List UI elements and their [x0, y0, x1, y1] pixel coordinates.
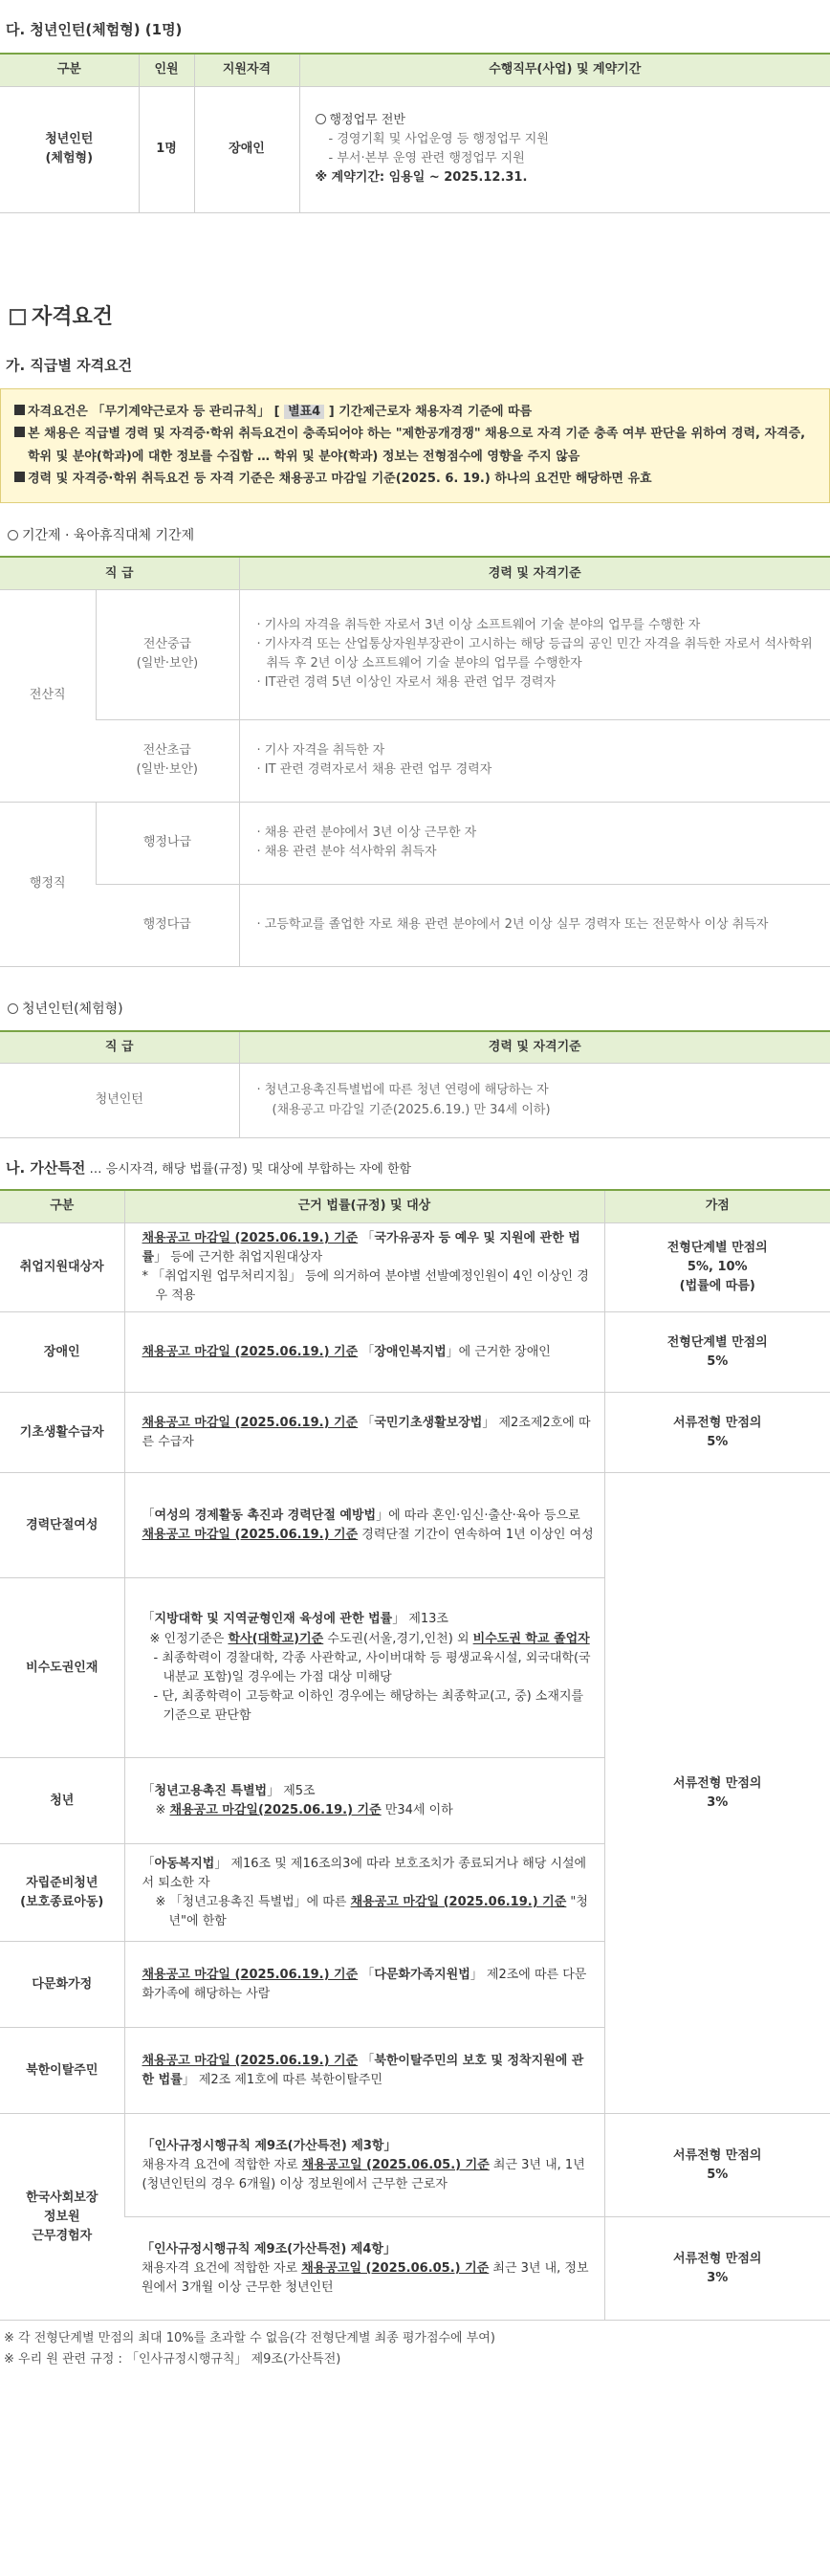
- bonus-category: 한국사회보장 정보원 근무경험자: [0, 2114, 124, 2321]
- bonus-category: 경력단절여성: [0, 1473, 124, 1578]
- bonus-category: 청년: [0, 1758, 124, 1844]
- intern-type: 청년인턴 (체험형): [0, 86, 139, 212]
- intern-table-label: 청년인턴(체험형): [8, 1000, 830, 1021]
- group-name: 전산직: [0, 589, 96, 802]
- bonus-basis: 채용공고 마감일 (2025.06.19.) 기준 「국민기초생활보장법」 제2조제2호에 따른 수급자: [124, 1393, 604, 1473]
- bonus-basis: 「청년고용촉진 특별법」 제5조 ※ 채용공고 마감일(2025.06.19.) 기준 만34세 이하: [124, 1758, 604, 1844]
- grade-name: 행정나급: [96, 802, 239, 884]
- criteria-list: · 고등학교를 졸업한 자로 채용 관련 분야에서 2년 이상 실무 경력자 또는 전문학사 이상 취득자: [239, 884, 830, 966]
- bonus-row: [0, 2114, 830, 2217]
- bonus-category: 자립준비청년 (보호종료아동): [0, 1844, 124, 1942]
- col-basis: 근거 법률(규정) 및 대상: [124, 1190, 604, 1222]
- circle-bullet-icon: [316, 114, 326, 124]
- notice-line: 본 채용은 직급별 경력 및 자격증·학위 취득요건이 충족되어야 하는 "제한공개경쟁" 채용으로 자격 기준 충족 여부 판단을 위하여 경력, 자격증, 학위 및 분야(학과)에 대한 정보를 수집함 … 학위 및 분야(학과) 정보는 전형점수에 영향을 주지 않음: [14, 423, 816, 468]
- contract-table-label: 기간제 · 육아휴직대체 기간제: [8, 526, 830, 547]
- bonus-basis: 「인사규정시행규칙 제9조(가산특전) 제3항」 채용자격 요건에 적합한 자로 채용공고일 (2025.06.05.) 기준 최근 3년 내, 1년(청년인턴의 경우 6개월) 이상 정보원에서 근무한 근로자: [124, 2114, 604, 2217]
- col-type: 구분: [0, 54, 139, 86]
- bonus-row: [0, 2217, 830, 2321]
- bonus-category: 기초생활수급자: [0, 1393, 124, 1473]
- bonus-basis: 「인사규정시행규칙 제9조(가산특전) 제4항」 채용자격 요건에 적합한 자로 채용공고일 (2025.06.05.) 기준 최근 3년 내, 정보원에서 3개월 이상 근무한 청년인턴: [124, 2217, 604, 2321]
- bonus-points: 전형단계별 만점의 5%: [604, 1312, 830, 1393]
- bonus-row: [0, 1393, 830, 1473]
- bonus-basis: 채용공고 마감일 (2025.06.19.) 기준 「장애인복지법」에 근거한 장애인: [124, 1312, 604, 1393]
- contract-period: ※ 계약기간: 임용일 ~ 2025.12.31.: [315, 170, 528, 186]
- bonus-basis: 「지방대학 및 지역균형인재 육성에 관한 법률」 제13조 ※ 인정기준은 학사(대학교)기준 수도권(서울,경기,인천) 외 비수도권 학교 졸업자 - 최종학력이 경찰대학, 각종 사관학교, 사이버대학 등 평생교육시설, 외국대학(국내분교 포함)일 경우에는 가점 대상 미해당 - 단, 최종학력이 고등학교 이하인 경우에는 해당하는 최종학교(고, 중) 소재지를 기준으로 판단함: [124, 1578, 604, 1758]
- col-grade: 직 급: [0, 557, 239, 589]
- col-duty: 수행직무(사업) 및 계약기간: [299, 54, 830, 86]
- contract-qual-table: [0, 556, 830, 967]
- bonus-points: 전형단계별 만점의 5%, 10% (법률에 따름): [604, 1222, 830, 1312]
- intern-qual: 장애인: [194, 86, 299, 212]
- criteria-list: · 채용 관련 분야에서 3년 이상 근무한 자 · 채용 관련 분야 석사학위 취득자: [239, 802, 830, 884]
- notice-line: 경력 및 자격증·학위 취득요건 등 자격 기준은 채용공고 마감일 기준(2025. 6. 19.) 하나의 요건만 해당하면 유효: [14, 468, 816, 490]
- bonus-row: [0, 1312, 830, 1393]
- duty-item: - 경영기획 및 사업운영 등 행정업무 지원: [328, 132, 549, 147]
- intern-duty: [299, 86, 830, 212]
- grade-name: 전산중급 (일반·보안): [96, 589, 239, 719]
- intern-qual-table: [0, 1030, 830, 1139]
- bonus-row: [0, 1222, 830, 1312]
- grade-name: 행정다급: [96, 884, 239, 966]
- footnote: ※ 우리 원 관련 규정 : 「인사규정시행규칙」 제9조(가산특전): [4, 2352, 341, 2367]
- bonus-points: 서류전형 만점의 3%: [604, 2217, 830, 2321]
- bonus-basis: 채용공고 마감일 (2025.06.19.) 기준 「북한이탈주민의 보호 및 정착지원에 관한 법률」 제2조 제1호에 따른 북한이탈주민: [124, 2028, 604, 2114]
- duty-item: - 부서·본부 운영 관련 행정업무 지원: [328, 151, 525, 166]
- square-bullet-icon: [10, 309, 26, 325]
- circle-bullet-icon: [8, 530, 18, 540]
- grade-name: 청년인턴: [0, 1064, 239, 1138]
- criteria-list: · 청년고용촉진특별법에 따른 청년 연령에 해당하는 자 (채용공고 마감일 기준(2025.6.19.) 만 34세 이하): [239, 1064, 830, 1138]
- footnote: ※ 각 전형단계별 만점의 최대 10%를 초과할 수 없음(각 전형단계별 최종 평가점수에 부여): [4, 2331, 495, 2346]
- bonus-basis: 채용공고 마감일 (2025.06.19.) 기준 「국가유공자 등 예우 및 지원에 관한 법률」 등에 근거한 취업지원대상자 * 「취업지원 업무처리지침」 등에 의거하여 분야별 선발예정인원이 4인 이상인 경우 적용: [124, 1222, 604, 1312]
- col-grade: 직 급: [0, 1031, 239, 1064]
- qual-section-title: 자격요건: [10, 301, 830, 334]
- col-criteria: 경력 및 자격기준: [239, 557, 830, 589]
- criteria-list: · 기사의 자격을 취득한 자로서 3년 이상 소프트웨어 기술 분야의 업무를 수행한 자 · 기사자격 또는 산업통상자원부장관이 고시하는 해당 등급의 공인 민간 자격을 취득한 자로서 석사학위 취득 후 2년 이상 소프트웨어 기술 분야의 업무를 수행한자 · IT관련 경력 5년 이상인 자로서 채용 관련 업무 경력자: [239, 589, 830, 719]
- bonus-table: [0, 1189, 830, 2321]
- bonus-category: 비수도권인재: [0, 1578, 124, 1758]
- bonus-category: 다문화가정: [0, 1942, 124, 2028]
- bonus-points: 서류전형 만점의 5%: [604, 2114, 830, 2217]
- col-category: 구분: [0, 1190, 124, 1222]
- bonus-basis: 채용공고 마감일 (2025.06.19.) 기준 「다문화가족지원법」 제2조에 따른 다문화가족에 해당하는 사람: [124, 1942, 604, 2028]
- notice-line: 자격요건은 「무기계약근로자 등 관리규칙」 [ 별표4 ] 기간제근로자 채용자격 기준에 따름: [14, 401, 816, 423]
- bonus-category: 장애인: [0, 1312, 124, 1393]
- col-count: 인원: [139, 54, 194, 86]
- col-points: 가점: [604, 1190, 830, 1222]
- col-criteria: 경력 및 자격기준: [239, 1031, 830, 1064]
- bonus-basis: 「아동복지법」 제16조 및 제16조의3에 따라 보호조치가 종료되거나 해당 시설에서 퇴소한 자 ※ 「청년고용촉진 특별법」에 따른 채용공고 마감일 (2025.06.19.) 기준 "청년"에 한함: [124, 1844, 604, 1942]
- qual-subsection-title: 가. 직급별 자격요건: [6, 356, 133, 374]
- bonus-category: 북한이탈주민: [0, 2028, 124, 2114]
- intern-position-table: [0, 53, 830, 213]
- bonus-basis: 「여성의 경제활동 촉진과 경력단절 예방법」에 따라 혼인·임신·출산·육아 등으로 채용공고 마감일 (2025.06.19.) 기준 경력단절 기간이 연속하여 1년 이상인 여성: [124, 1473, 604, 1578]
- grade-name: 전산초급 (일반·보안): [96, 719, 239, 802]
- notice-box: [0, 388, 830, 503]
- intern-count: 1명: [139, 86, 194, 212]
- bonus-category: 취업지원대상자: [0, 1222, 124, 1312]
- bonus-row: [0, 1473, 830, 1578]
- col-qual: 지원자격: [194, 54, 299, 86]
- bonus-points-shared: 서류전형 만점의 3%: [604, 1473, 830, 2114]
- criteria-list: · 기사 자격을 취득한 자 · IT 관련 경력자로서 채용 관련 업무 경력자: [239, 719, 830, 802]
- bonus-section-title: 나. 가산특전 … 응시자격, 해당 법률(규정) 및 대상에 부합하는 자에 한함: [6, 1159, 412, 1178]
- bonus-points: 서류전형 만점의 5%: [604, 1393, 830, 1473]
- duty-main: 행정업무 전반: [329, 112, 405, 127]
- circle-bullet-icon: [8, 1003, 18, 1014]
- intern-section-title: 다. 청년인턴(체험형) (1명): [6, 21, 183, 38]
- group-name: 행정직: [0, 802, 96, 966]
